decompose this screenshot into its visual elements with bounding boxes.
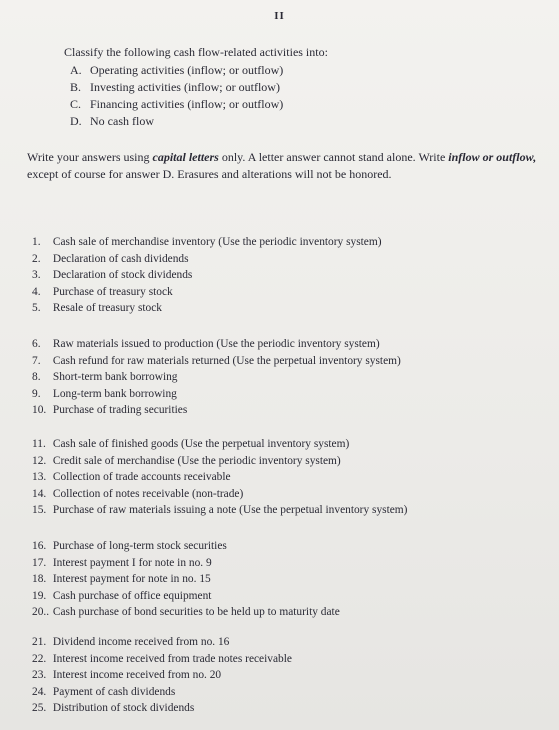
item-text: Declaration of stock dividends: [52, 269, 193, 282]
item-text: Collection of trade accounts receivable: [52, 471, 231, 484]
activity-group-4: [32, 538, 340, 621]
item-number: 24.: [32, 685, 47, 698]
note-emphasis: capital letters: [152, 150, 219, 164]
activity-item: [32, 571, 340, 588]
option-letter: B.: [70, 80, 82, 94]
item-text: Declaration of cash dividends: [52, 252, 189, 265]
note-text: Write your answers using: [27, 150, 153, 164]
item-text: Purchase of trading securities: [52, 404, 188, 417]
item-text: Purchase of raw materials issuing a note (Use the perpetual inventory system): [52, 504, 408, 517]
option-text: Financing activities (inflow; or outflow): [90, 97, 284, 111]
item-number: 18.: [32, 573, 47, 586]
item-text: Credit sale of merchandise (Use the periodic inventory system): [52, 454, 341, 467]
activity-item: [32, 453, 407, 470]
activity-item: [32, 300, 382, 317]
activity-item: [32, 651, 292, 668]
item-text: Interest income received from trade notes receivable: [52, 652, 292, 665]
activity-group-3: [32, 436, 407, 519]
item-text: Resale of treasury stock: [52, 302, 162, 315]
item-number: 22.: [32, 652, 47, 665]
note-text: except of course for answer D. Erasures and alterations will not be honored.: [27, 167, 392, 181]
activity-item: [32, 402, 401, 419]
instructions-heading: Classify the following cash flow-related activities into:: [64, 45, 328, 59]
item-text: Purchase of long-term stock securities: [52, 540, 227, 552]
option-text: Operating activities (inflow; or outflow): [90, 63, 284, 77]
option-letter: C.: [70, 97, 82, 111]
item-text: Distribution of stock dividends: [52, 702, 195, 715]
item-number: 12.: [32, 454, 47, 467]
activity-item: [32, 251, 382, 268]
activity-item: [32, 469, 407, 486]
activity-item: [32, 369, 401, 386]
item-text: Payment of cash dividends: [52, 685, 176, 698]
item-number: 20..: [32, 606, 50, 619]
item-text: Cash refund for raw materials returned (Use the perpetual inventory system): [52, 354, 401, 367]
activity-item: [32, 555, 340, 572]
activity-item: [32, 234, 382, 251]
option-letter: A.: [70, 63, 82, 77]
item-number: 11.: [32, 438, 46, 450]
item-number: 8.: [32, 371, 41, 384]
item-number: 7.: [32, 354, 41, 367]
item-text: Purchase of treasury stock: [52, 285, 173, 298]
item-number: 14.: [32, 487, 47, 500]
item-number: 4.: [32, 285, 41, 298]
item-text: Cash sale of merchandise inventory (Use the periodic inventory system): [52, 236, 382, 248]
activity-item: [32, 502, 407, 519]
item-number: 17.: [32, 556, 47, 569]
activity-item: [32, 667, 292, 684]
activity-group-1: [32, 234, 382, 317]
item-number: 5.: [32, 302, 41, 315]
activity-item: [32, 486, 407, 503]
item-number: 25.: [32, 702, 47, 715]
item-text: Interest payment for note in no. 15: [52, 573, 211, 586]
activity-item: [32, 436, 407, 453]
item-text: Cash purchase of office equipment: [52, 589, 212, 602]
classification-instructions: [64, 44, 328, 130]
item-text: Cash sale of finished goods (Use the perpetual inventory system): [52, 438, 350, 450]
activity-group-2: [32, 336, 401, 419]
activity-group-5: [32, 634, 292, 717]
item-text: Cash purchase of bond securities to be held up to maturity date: [52, 606, 340, 619]
item-number: 2.: [32, 252, 41, 265]
note-text: only. A letter answer cannot stand alone. Write: [218, 150, 449, 164]
option-b: [70, 79, 328, 96]
item-number: 23.: [32, 669, 47, 682]
activity-item: [32, 684, 292, 701]
activity-item: [32, 604, 340, 621]
item-number: 21.: [32, 636, 47, 648]
option-text: Investing activities (inflow; or outflow): [90, 80, 280, 94]
option-text: No cash flow: [90, 114, 154, 128]
activity-item: [32, 538, 340, 555]
item-number: 1.: [32, 236, 41, 248]
item-number: 10.: [32, 404, 47, 417]
option-c: [70, 96, 328, 113]
item-number: 15.: [32, 504, 47, 517]
activity-item: [32, 634, 292, 651]
item-text: Dividend income received from no. 16: [52, 636, 230, 648]
item-number: 16.: [32, 540, 47, 552]
item-number: 3.: [32, 269, 41, 282]
option-letter: D.: [70, 114, 82, 128]
activity-item: [32, 386, 401, 403]
item-number: 13.: [32, 471, 47, 484]
item-text: Raw materials issued to production (Use the periodic inventory system): [52, 338, 380, 350]
page-number: II: [274, 10, 285, 22]
item-text: Interest income received from no. 20: [52, 669, 222, 682]
item-text: Short-term bank borrowing: [52, 371, 178, 384]
activity-item: [32, 267, 382, 284]
option-d: [70, 113, 328, 130]
item-text: Interest payment I for note in no. 9: [52, 556, 212, 569]
classification-options: [64, 62, 328, 130]
item-text: Long-term bank borrowing: [52, 387, 177, 400]
note-emphasis: inflow or outflow,: [448, 150, 537, 164]
answer-instructions: [27, 149, 542, 183]
item-number: 19.: [32, 589, 47, 602]
item-number: 6.: [32, 338, 41, 350]
activity-item: [32, 284, 382, 301]
item-number: 9.: [32, 387, 41, 400]
item-text: Collection of notes receivable (non-trade): [52, 487, 244, 500]
activity-item: [32, 336, 401, 353]
option-a: [70, 62, 328, 79]
activity-item: [32, 588, 340, 605]
activity-item: [32, 353, 401, 370]
activity-item: [32, 700, 292, 717]
